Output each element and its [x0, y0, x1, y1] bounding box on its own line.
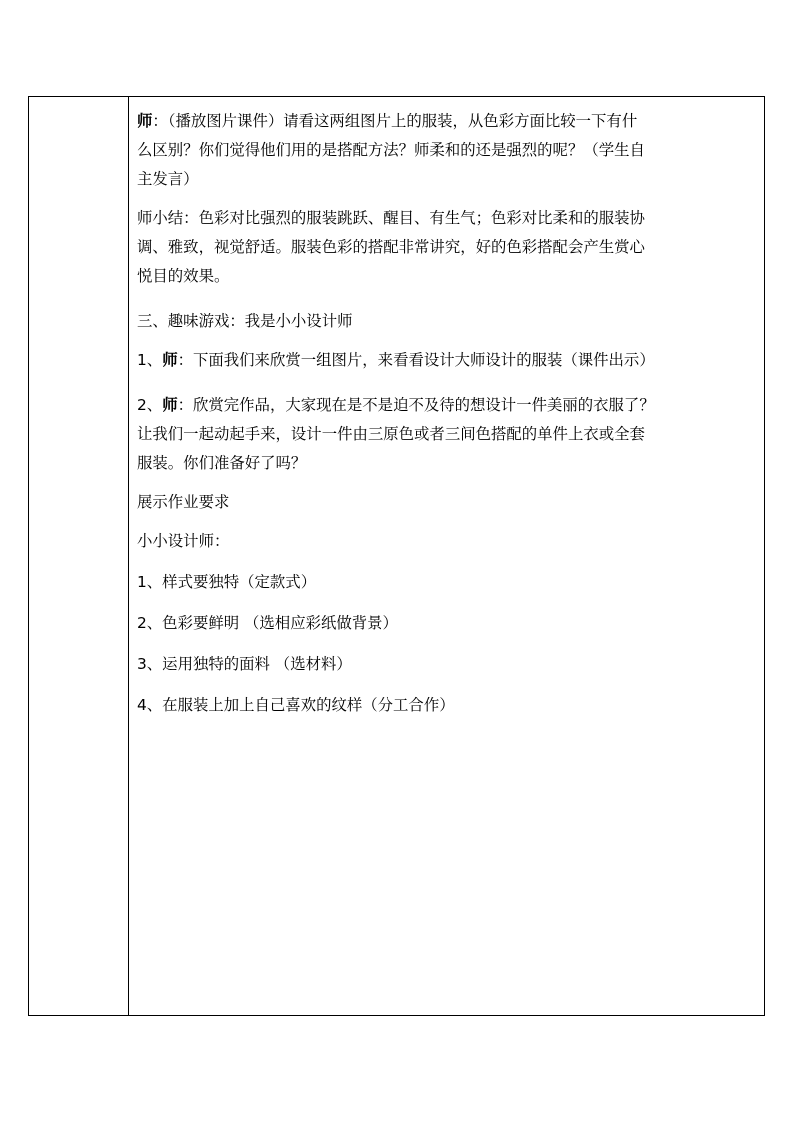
right-column-cell: [129, 97, 764, 1015]
para1-line3: 主发言）: [137, 170, 199, 188]
summary-line3: 悦目的效果。: [137, 267, 230, 285]
item2-line3: 服装。你们准备好了吗？: [137, 454, 307, 472]
item1-text: ：下面我们来欣赏一组图片，来看看设计大师设计的服装（课件出示）: [177, 351, 655, 369]
lesson-table: [28, 96, 765, 1016]
requirement-item: 1、样式要独特（定款式）: [137, 573, 317, 591]
item1-num: 1、: [137, 351, 163, 369]
requirement-item: 2、色彩要鲜明 （选相应彩纸做背景）: [137, 614, 398, 632]
item2-num: 2、: [137, 396, 163, 414]
para1-line1: [137, 107, 760, 136]
left-column-cell: [29, 97, 129, 1015]
item2-line2: 让我们一起动起手来，设计一件由三原色或者三间色搭配的单件上衣或全套: [137, 425, 645, 443]
summary-line1: 师小结：色彩对比强烈的服装跳跃、醒目、有生气；色彩对比柔和的服装协: [137, 209, 645, 227]
item2-speaker: 师: [162, 396, 178, 414]
item1: [137, 346, 760, 375]
lesson-content: [137, 107, 760, 720]
para1-line1-text: ：（播放图片课件）请看这两组图片上的服装，从色彩方面比较一下有什: [152, 112, 638, 130]
para1-line2: 么区别？你们觉得他们用的是搭配方法？师柔和的还是强烈的呢？（学生自: [137, 141, 645, 159]
requirement-item: 3、运用独特的面料 （选材料）: [137, 655, 352, 673]
item2-line1: [137, 391, 760, 420]
item1-speaker: 师: [162, 351, 178, 369]
speaker-label: 师: [137, 112, 153, 130]
section3-heading: 三、趣味游戏：我是小小设计师: [137, 312, 353, 330]
requirement-item: 4、在服装上加上自己喜欢的纹样（分工合作）: [137, 696, 455, 714]
summary-line2: 调、雅致，视觉舒适。服装色彩的搭配非常讲究，好的色彩搭配会产生赏心: [137, 238, 645, 256]
designer-heading: 小小设计师：: [137, 532, 230, 550]
show-requirements: 展示作业要求: [137, 493, 230, 511]
item2-line1-text: ：欣赏完作品，大家现在是不是迫不及待的想设计一件美丽的衣服了？: [177, 396, 655, 414]
